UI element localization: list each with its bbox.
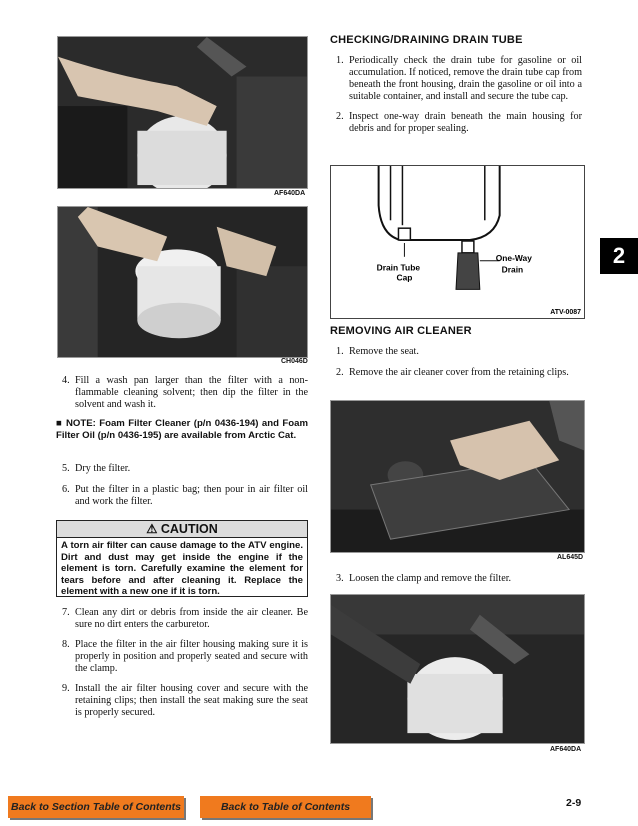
steps-list: [62, 463, 308, 516]
label-drain: Drain: [501, 264, 524, 275]
photo-code: CH046D: [281, 358, 308, 365]
steps-list: [336, 573, 582, 593]
drain-tube-diagram: [330, 165, 585, 319]
steps-list: [62, 375, 308, 419]
label-one-way: One-Way: [495, 252, 532, 263]
list-item: 5. Dry the filter.: [62, 463, 131, 474]
photo-filter-clamp: [330, 594, 585, 744]
note: ■ NOTE: Foam Filter Cleaner (p/n 0436-194) and Foam Filter Oil (p/n 0436-195) are available from Arctic Cat.: [56, 418, 308, 441]
section-heading: CHECKING/DRAINING DRAIN TUBE: [330, 34, 523, 46]
list-item: 2. Inspect one-way drain beneath the main housing for debris and for proper sealing.: [336, 111, 582, 134]
steps-list: [336, 346, 582, 387]
page-number: 2-9: [566, 797, 582, 809]
section-tab: 2: [600, 238, 638, 274]
diagram-code: ATV-0087: [550, 309, 581, 317]
list-item: 1. Remove the seat.: [336, 346, 419, 357]
label-drain-tube: Drain Tube: [376, 262, 421, 273]
photo-code: AF640DA: [274, 190, 306, 197]
section-heading: REMOVING AIR CLEANER: [330, 325, 472, 337]
list-item: 9. Install the air filter housing cover and secure with the retaining clips; then install the seat making sure the seat is properly secured.: [62, 683, 308, 718]
back-to-section-toc-button[interactable]: Back to Section Table of Contents: [8, 796, 184, 818]
photo-code: AF640DA: [550, 746, 582, 753]
list-item: 1. Periodically check the drain tube for gasoline or oil accumulation. If noticed, remove the drain tube cap from beneath the front housing, drain the gasoline or oil into a suitable container, and install and secure the tube cap.: [336, 55, 582, 102]
list-item: 8. Place the filter in the air filter housing making sure it is properly in position and properly seated and secure with the clamp.: [62, 639, 308, 674]
back-to-toc-button[interactable]: Back to Table of Contents: [200, 796, 371, 818]
list-item: 7. Clean any dirt or debris from inside the air cleaner. Be sure no dirt enters the carburetor.: [62, 607, 308, 630]
steps-list: [62, 607, 308, 727]
caution-text: A torn air filter can cause damage to the ATV engine. Dirt and dust may get inside the engine if the element is torn. Carefully examine the element for tears before and after cleaning it. Replace the element with a new one if it is torn.: [56, 538, 308, 597]
caution-header: ⚠ CAUTION: [56, 520, 308, 538]
list-item: 2. Remove the air cleaner cover from the retaining clips.: [336, 367, 569, 378]
list-item: 4. Fill a wash pan larger than the filter with a non-flammable cleaning solvent; then dip the filter in the solvent and wash it.: [62, 375, 308, 410]
photo-air-cleaner-cover: [330, 400, 585, 553]
photo-code: AL645D: [557, 554, 584, 561]
label-cap: Cap: [396, 272, 413, 283]
photo-filter-removal: [57, 206, 308, 358]
list-item: 3. Loosen the clamp and remove the filter.: [336, 573, 512, 584]
list-item: 6. Put the filter in a plastic bag; then pour in air filter oil and work the filter.: [62, 484, 308, 507]
photo-air-filter-housing: [57, 36, 308, 189]
steps-list: [336, 55, 582, 143]
